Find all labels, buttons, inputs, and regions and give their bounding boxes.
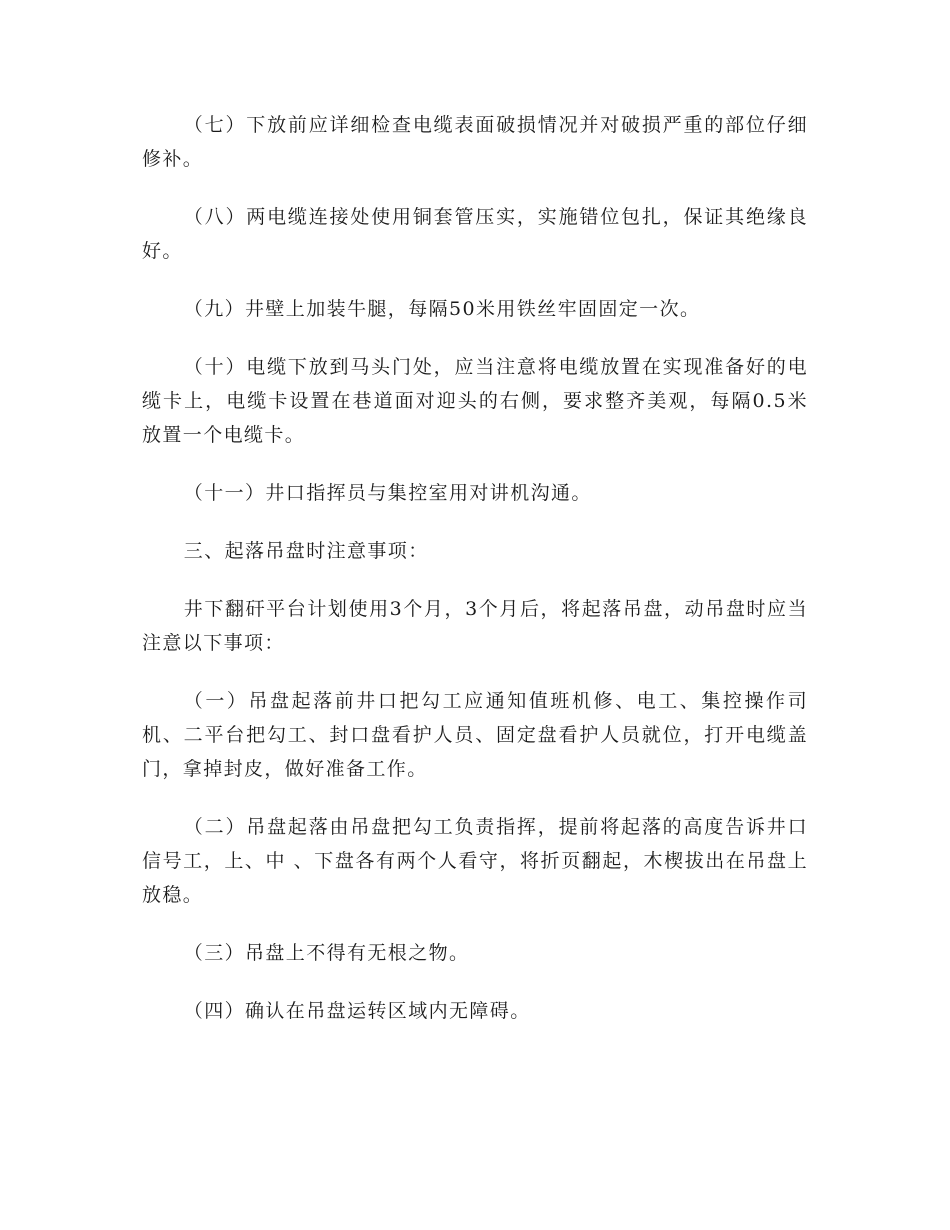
item-4: （四）确认在吊盘运转区域内无障碍。: [183, 1000, 531, 1022]
paragraph-8: （八）两电缆连接处使用铜套管压实，实施错位包扎，保证其绝缘良好。: [142, 206, 808, 262]
item-3: （三）吊盘上不得有无根之物。: [183, 942, 470, 964]
item-1: （一）吊盘起落前井口把勾工应通知值班机修、电工、集控操作司机、二平台把勾工、封口盘看护人员、固定盘看护人员就位，打开电缆盖门，拿掉封皮，做好准备工作。: [142, 690, 808, 780]
paragraph-11: （十一）井口指挥员与集控室用对讲机沟通。: [183, 482, 592, 504]
section-heading-3: 三、起落吊盘时注意事项：: [183, 540, 429, 562]
document-page: [142, 108, 808, 1028]
paragraph-10: （十）电缆下放到马头门处，应当注意将电缆放置在实现准备好的电缆卡上，电缆卡设置在巷道面对迎头的右侧，要求整齐美观，每隔0.5米放置一个电缆卡。: [142, 356, 808, 446]
paragraph-9: （九）井壁上加装牛腿，每隔50米用铁丝牢固固定一次。: [183, 298, 701, 320]
section-intro: 井下翻矸平台计划使用3个月，3个月后，将起落吊盘，动吊盘时应当注意以下事项：: [142, 598, 808, 654]
paragraph-7: （七）下放前应详细检查电缆表面破损情况并对破损严重的部位仔细修补。: [142, 114, 808, 170]
item-2: （二）吊盘起落由吊盘把勾工负责指挥，提前将起落的高度告诉井口信号工，上、中 、下盘各有两个人看守，将折页翻起，木楔拔出在吊盘上放稳。: [142, 816, 808, 906]
